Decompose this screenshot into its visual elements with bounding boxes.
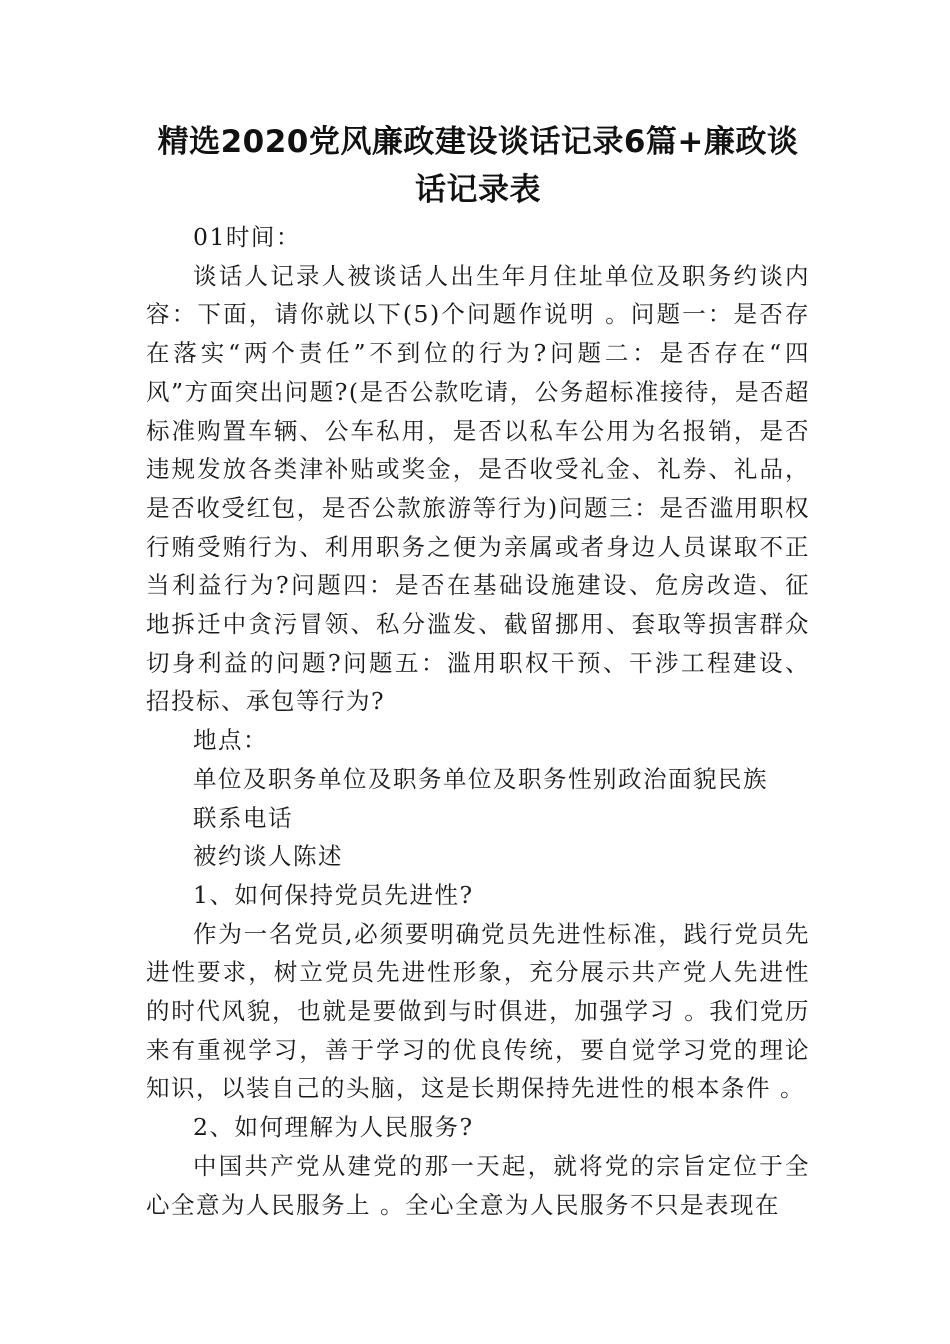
paragraph-interview-content: 谈话人记录人被谈话人出生年月住址单位及职务约谈内容：下面，请你就以下(5)个问题作说明 。问题一：是否存在落实“两个责任”不到位的行为?问题二：是否存在“四风”方面突出问题?(是否公款吃请，公务超标准接待，是否超标准购置车辆、公车私用，是否以私车公用为名报销，是否违规发放各类津补贴或奖金，是否收受礼金、礼券、礼品，是否收受红包，是否公款旅游等行为)问题三：是否滥用职权行贿受贿行为、利用职务之便为亲属或者身边人员谋取不正当利益行为?问题四：是否在基础设施建设、危房改造、征地拆迁中贪污冒领、私分滥发、截留挪用、套取等损害群众切身利益的问题?问题五：滥用职权干预、干涉工程建设、招投标、承包等行为?	[146, 261, 810, 716]
document-page	[146, 118, 810, 1224]
paragraph-location: 地点：	[193, 726, 268, 755]
paragraph-question-2: 2、如何理解为人民服务?	[193, 1113, 474, 1142]
document-body	[146, 218, 810, 1224]
paragraph-answer-2: 中国共产党从建党的那一天起，就将党的宗旨定位于全心全意为人民服务上 。全心全意为人民服务不只是表现在	[146, 1151, 810, 1219]
paragraph-answer-1: 作为一名党员,必须要明确党员先进性标准，践行党员先进性要求，树立党员先进性形象，充分展示共产党人先进性的时代风貌，也就是要做到与时俱进，加强学习 。我们党历来有重视学习，善于学习的优良传统，要自觉学习党的理论知识，以装自己的头脑，这是长期保持先进性的根本条件 。	[146, 919, 810, 1103]
paragraph-question-1: 1、如何保持党员先进性?	[193, 880, 474, 909]
paragraph-phone: 联系电话	[193, 803, 293, 832]
paragraph-unit-fields: 单位及职务单位及职务单位及职务性别政治面貌民族	[193, 764, 768, 793]
document-title: 精选2020党风廉政建设谈话记录6篇+廉政谈话记录表	[157, 124, 799, 208]
paragraph-statement-heading: 被约谈人陈述	[193, 842, 343, 871]
paragraph-time: 01时间：	[193, 223, 301, 251]
